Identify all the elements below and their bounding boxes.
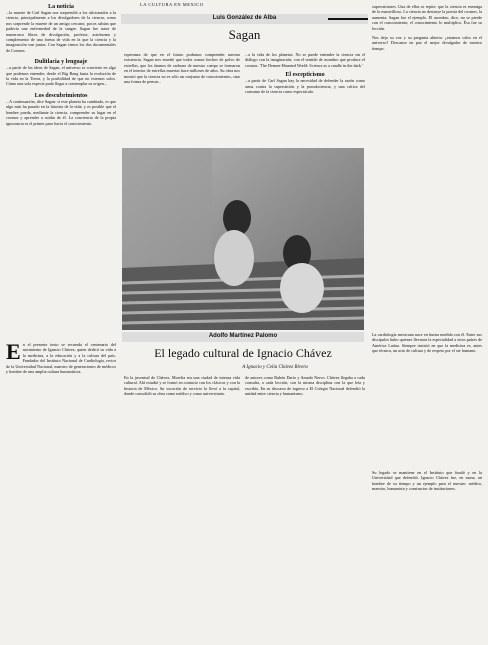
section-text: ...A continuación, dice Sagan: si este planeta ha cambiado, es que algo más ha pasado en la historia de la vida; y es posible que el hombre pueda, mediante la ciencia, comprender su lugar en el cosmos y aprender a cuidar de él. La conciencia de la propia ignorancia es el primer paso hacia el conocimiento. <box>6 98 116 126</box>
chavez-byline: A Ignacio y Celia Chávez Rivera <box>242 365 308 370</box>
sagan-column-1 <box>6 4 116 126</box>
sagan-column-2: esperanza de que en el futuro podamos comprender nuestra existencia. Sagan nos enseñó que todos somos hechos de polvo de estrellas, que los átomos de carbono de nuestro cuerpo se formaron en el interior de estrellas muertas hace millones de años. Su obra nos mostró que la ciencia no es sólo un conjunto de conocimientos, sino una forma de pensar... <box>124 52 240 85</box>
section-heading: La noticia <box>48 4 74 10</box>
chavez-column-5: Su legado se mantiene en el Instituto que fundó y en la Universidad que defendió. Ignacio Chávez fue, en suma, un hombre de su tiempo y un ejemplo para el nuestro: médico, maestro, humanista y constructor de instituciones. <box>372 470 482 492</box>
sagan-column-4 <box>372 4 482 51</box>
chavez-author-banner <box>122 332 364 342</box>
section-text: supersticiones. Una de ellas se repite: que la ciencia es enemiga de lo maravilloso. La ciencia no destruye la poesía del cosmos, la aumenta; Sagan fue el ejemplo. El asombro, dice, no se pierde con el conocimiento; el conocimiento lo multiplica. Ésa fue su lección. <box>372 4 482 31</box>
chavez-author: Adolfo Martínez Palomo <box>122 332 364 341</box>
section-text: ...a partir de las ideas de Sagan, el universo se convierte en algo que podemos entender, desde el Big Bang hasta la evolución de la vida en la Tierra, y la posibilidad de que no estemos solos. Cómo una sola especie pudo llegar a contemplar su origen... <box>6 65 116 87</box>
dropcap: E <box>6 339 21 364</box>
section-heading: Los descubrimientos <box>34 92 88 99</box>
chavez-column-3: de autores como Rubén Darío y Amado Nervo. Chávez llegaba a cada consulta, a cada lección, con la misma disciplina con la que leía y escribía. En su discurso de ingreso a El Colegio Nacional defendió la unidad entre ciencia y humanismo. <box>245 375 365 397</box>
chavez-title: El legado cultural de Ignacio Chávez <box>154 346 332 360</box>
section-heading: Dulitlacia y lenguaje <box>34 59 88 66</box>
section-text: ...la muerte de Carl Sagan nos sorprendió a los aficionados a la ciencia, principalmente a los divulgadores de la ciencia, como nos sorprende la muerte de un amigo cercano; pocos sabían que padecía una enfermedad de la sangre. Sagan fue autor de numerosos libros de divulgación, profesor, astrónomo y complemento de una forma de vida en la que la ciencia y la imaginación van juntas. Con Sagan vimos los dos documentales de Cosmos. <box>6 10 116 53</box>
running-head: LA CULTURA EN MEXICO <box>140 2 204 7</box>
sagan-column-3 <box>245 52 365 94</box>
section-text: ...a la vida de los planetas. No se puede entender la ciencia sin el diálogo con la imaginación; con el sentido de asombro que produce el cosmos. 'The Demon-Haunted World: Science as a candle in the dark.' <box>245 52 365 68</box>
sagan-author-banner <box>121 14 368 24</box>
chavez-column-4: La cardiología mexicana nace en buena medida con él. Entre sus discípulos hubo quienes llevaron la especialidad a otros países de América Latina. Siempre insistió en que la medicina es, antes que técnica, un acto de cultura y de respeto por el ser humano. <box>372 332 482 354</box>
sagan-author: Luis González de Alba <box>121 14 368 23</box>
section-heading: El escepticismo <box>285 72 325 79</box>
photograph-image <box>122 148 364 330</box>
sagan-title: Sagan <box>228 27 261 42</box>
section-text: Nos deja su voz y su pregunta abierta: ¿estamos solos en el universo? Descanse en paz el mejor divulgador de nuestro tiempo. <box>372 35 482 51</box>
banner-rule <box>328 18 368 20</box>
chavez-column-1 <box>6 339 116 375</box>
section-text: ...a partir de Carl Sagan hay la necesidad de defender la razón como arma contra la superstición y la pseudociencia, y una crítica del consumo de la ciencia como espectáculo. <box>245 78 365 95</box>
chavez-column-2: En la juventud de Chávez, Morelia era una ciudad de intensa vida cultural. Ahí estudió y se formó en contacto con los clásicos y con la historia de México. Su vocación de servicio lo llevó a la capital, donde consolidó su obra como médico y como universitario. <box>124 375 240 397</box>
section-text: n el presente texto se recuerda el centenario del nacimiento de Ignacio Chávez, quien dedicó su vida a la medicina, a la educación y a la cultura del país. Fundador del Instituto Nacional de Cardiología, rector de la Universidad Nacional, maestro de generaciones de médicos y hombre de una amplia cultura humanística. <box>6 342 116 375</box>
photograph <box>122 148 364 330</box>
